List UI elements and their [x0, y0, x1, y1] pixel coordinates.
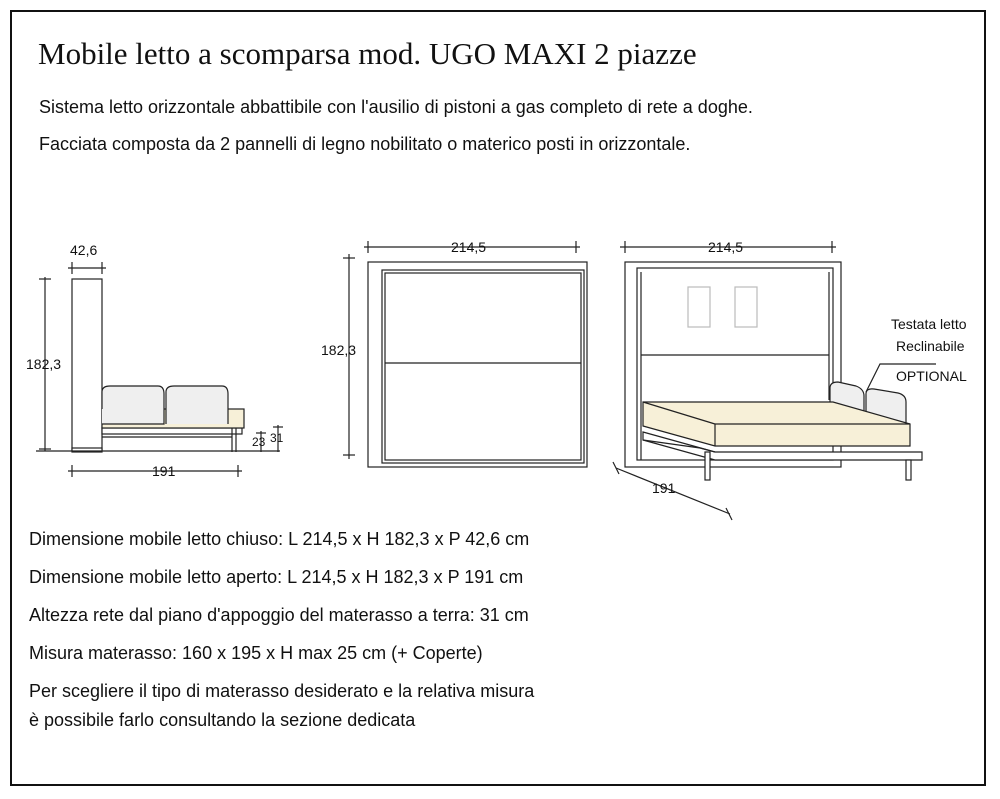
closed-width-label: 214,5	[451, 239, 487, 255]
side-depth-open-label: 191	[152, 463, 176, 479]
open-leg-2	[906, 460, 911, 480]
open-depth-label: 191	[652, 480, 676, 496]
side-depth-closed-label: 42,6	[70, 242, 98, 258]
headboard-label-line1: Testata letto	[891, 316, 967, 332]
side-net-height-label: 31	[270, 431, 284, 445]
open-width-label: 214,5	[708, 239, 744, 255]
headboard-label-line2: Reclinabile	[896, 338, 965, 354]
side-height-label: 182,3	[26, 356, 62, 372]
spec-net-height: Altezza rete dal piano d'appoggio del materasso a terra: 31 cm	[29, 605, 529, 625]
document-title: Mobile letto a scomparsa mod. UGO MAXI 2 piazze	[38, 36, 697, 71]
front-open-drawing	[613, 241, 936, 520]
spec-open-dimensions: Dimensione mobile letto aperto: L 214,5 x H 182,3 x P 191 cm	[29, 567, 524, 587]
side-bed-frame	[102, 428, 242, 434]
side-leg-height-label: 23	[252, 435, 266, 449]
side-cushion-1	[102, 386, 164, 424]
front-closed-drawing	[343, 241, 587, 467]
spec-note-line-1: Per scegliere il tipo di materasso desiderato e la relativa misura	[29, 681, 535, 701]
spec-mattress-size: Misura materasso: 160 x 195 x H max 25 cm (+ Coperte)	[29, 643, 483, 663]
side-cushion-2	[166, 386, 228, 424]
open-leg-1	[705, 452, 710, 480]
spec-note-line-2: è possibile farlo consultando la sezione dedicata	[29, 710, 416, 730]
description-line-2: Facciata composta da 2 pannelli di legno nobilitato o materico posti in orizzontale.	[39, 134, 691, 154]
description-line-1: Sistema letto orizzontale abbattibile con l'ausilio di pistoni a gas completo di rete a doghe.	[39, 97, 753, 117]
side-cabinet	[72, 279, 102, 451]
optional-label: OPTIONAL	[896, 368, 967, 384]
spec-closed-dimensions: Dimensione mobile letto chiuso: L 214,5 x H 182,3 x P 42,6 cm	[29, 529, 530, 549]
side-view-drawing	[36, 262, 283, 477]
closed-height-label: 182,3	[321, 342, 357, 358]
